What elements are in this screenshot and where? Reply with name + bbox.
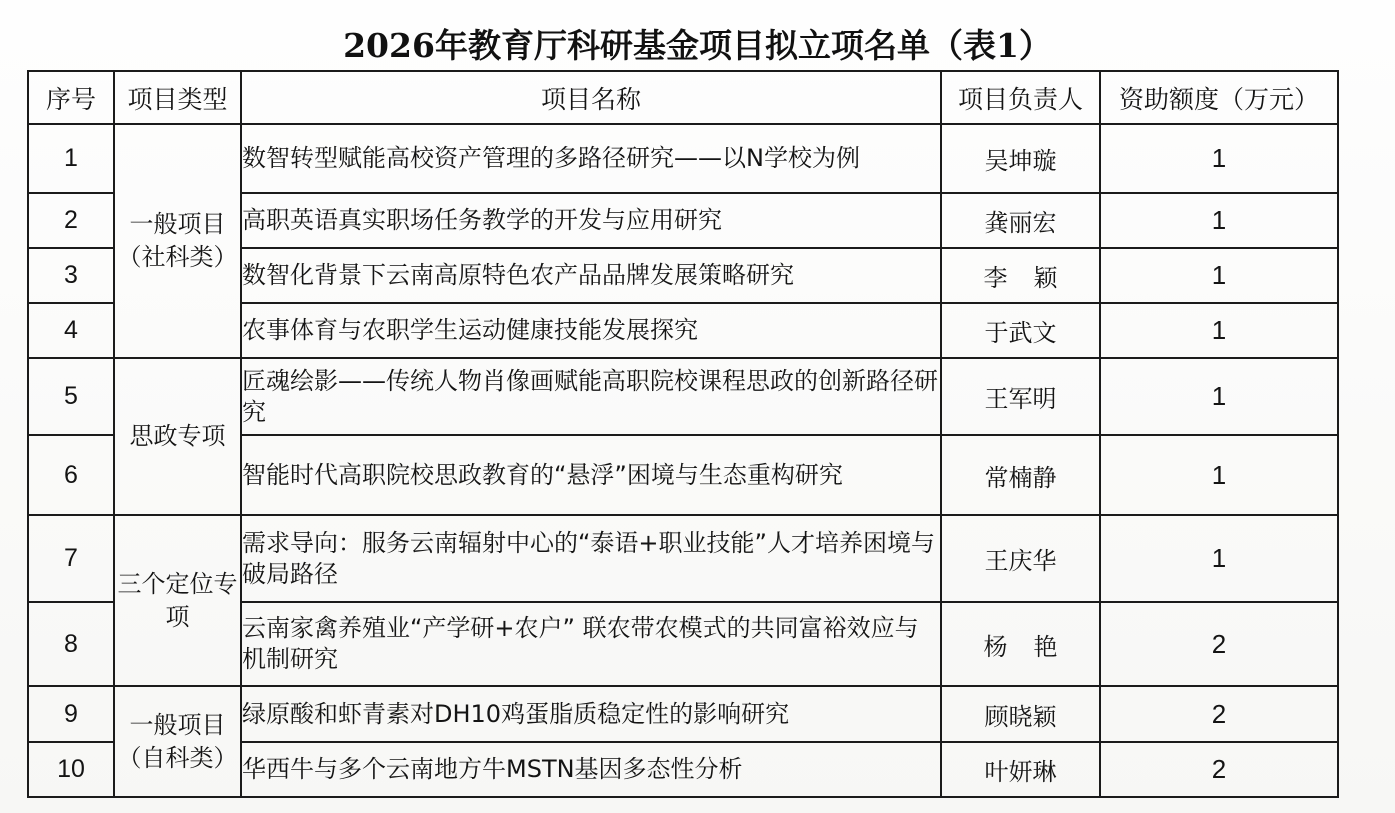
header-funding: 资助额度（万元）	[1100, 71, 1338, 124]
header-type: 项目类型	[114, 71, 241, 124]
row-leader: 吴坤璇	[941, 124, 1100, 193]
table-header-row	[28, 71, 1338, 124]
leader-name-text: 杨艳	[983, 632, 1084, 661]
row-funding: 1	[1100, 358, 1338, 435]
table-row	[28, 686, 1338, 742]
row-index: 8	[28, 602, 114, 686]
row-project-name: 匠魂绘影——传统人物肖像画赋能高职院校课程思政的创新路径研究	[241, 358, 941, 435]
header-leader: 项目负责人	[941, 71, 1100, 124]
row-index: 9	[28, 686, 114, 742]
row-index: 10	[28, 742, 114, 797]
row-index: 4	[28, 303, 114, 358]
header-name: 项目名称	[241, 71, 941, 124]
row-funding: 1	[1100, 248, 1338, 303]
row-funding: 2	[1100, 742, 1338, 797]
table-row	[28, 358, 1338, 435]
row-project-name: 智能时代高职院校思政教育的“悬浮”困境与生态重构研究	[241, 435, 941, 515]
row-index: 5	[28, 358, 114, 435]
row-funding: 1	[1100, 124, 1338, 193]
row-project-name: 云南家禽养殖业“产学研+农户” 联农带农模式的共同富裕效应与机制研究	[241, 602, 941, 686]
row-leader: 常楠静	[941, 435, 1100, 515]
group-positioning-cell: 三个定位专项	[114, 515, 241, 686]
row-project-name: 需求导向：服务云南辐射中心的“泰语+职业技能”人才培养困境与破局路径	[241, 515, 941, 602]
row-project-name: 数智转型赋能高校资产管理的多路径研究——以N学校为例	[241, 124, 941, 193]
row-leader: 于武文	[941, 303, 1100, 358]
row-funding: 1	[1100, 435, 1338, 515]
row-index: 2	[28, 193, 114, 248]
row-leader: 王庆华	[941, 515, 1100, 602]
row-project-name: 华西牛与多个云南地方牛MSTN基因多态性分析	[241, 742, 941, 797]
document-title: 2026年教育厅科研基金项目拟立项名单（表1）	[343, 26, 1052, 65]
row-leader	[941, 248, 1100, 303]
row-funding: 1	[1100, 193, 1338, 248]
row-leader: 龚丽宏	[941, 193, 1100, 248]
row-funding: 2	[1100, 602, 1338, 686]
row-index: 6	[28, 435, 114, 515]
table-row	[28, 124, 1338, 193]
table-row	[28, 515, 1338, 602]
header-index: 序号	[28, 71, 114, 124]
row-funding: 2	[1100, 686, 1338, 742]
group-science-cell: 一般项目（自科类）	[114, 686, 241, 797]
row-index: 1	[28, 124, 114, 193]
group-social-cell: 一般项目（社科类）	[114, 124, 241, 358]
row-leader: 叶妍琳	[941, 742, 1100, 797]
group-ideology-cell: 思政专项	[114, 358, 241, 515]
row-leader: 王军明	[941, 358, 1100, 435]
row-index: 3	[28, 248, 114, 303]
row-index: 7	[28, 515, 114, 602]
row-project-name: 农事体育与农职学生运动健康技能发展探究	[241, 303, 941, 358]
row-leader	[941, 602, 1100, 686]
row-leader: 顾晓颖	[941, 686, 1100, 742]
project-list-table	[27, 70, 1339, 798]
row-project-name: 高职英语真实职场任务教学的开发与应用研究	[241, 193, 941, 248]
leader-name-text: 李颖	[983, 264, 1084, 292]
row-project-name: 绿原酸和虾青素对DH10鸡蛋脂质稳定性的影响研究	[241, 686, 941, 742]
row-funding: 1	[1100, 303, 1338, 358]
row-project-name: 数智化背景下云南高原特色农产品品牌发展策略研究	[241, 248, 941, 303]
row-funding: 1	[1100, 515, 1338, 602]
